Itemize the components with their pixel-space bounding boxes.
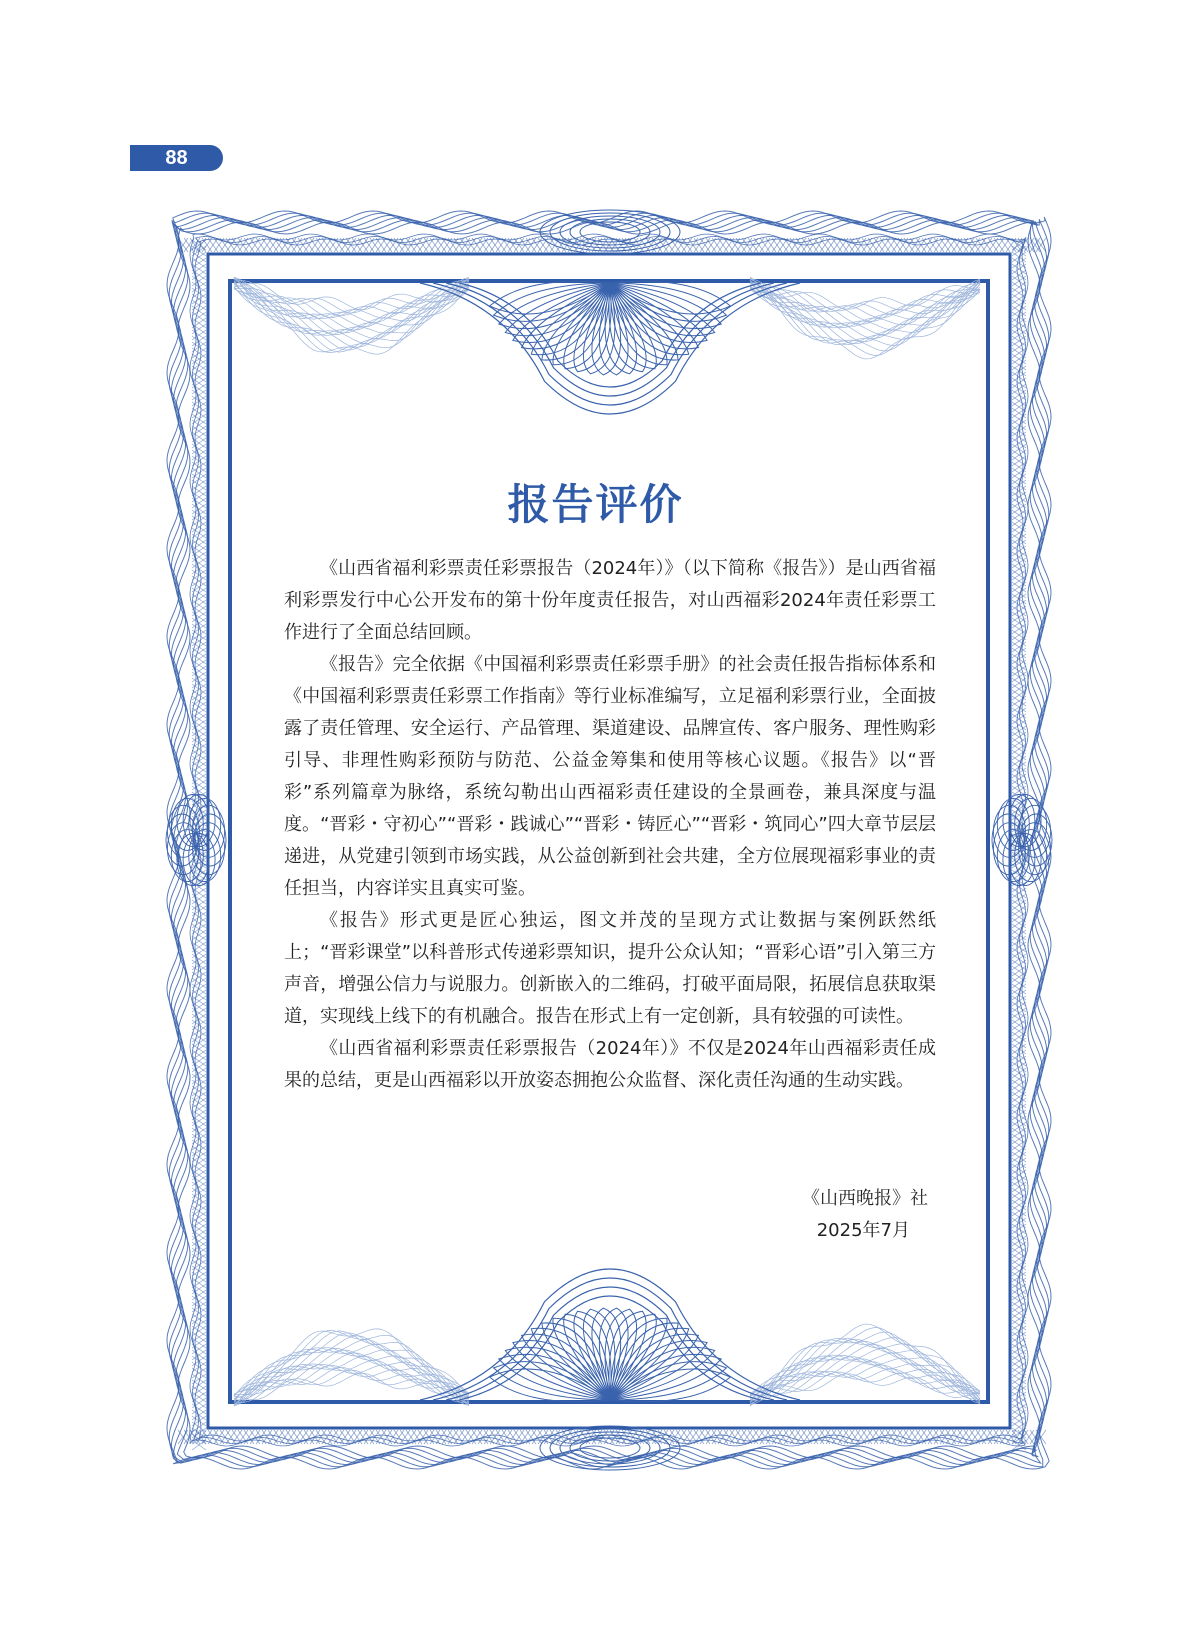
document-title: 报告评价 [507,480,684,529]
page-number: 88 [165,146,188,169]
body-text [284,553,936,1097]
signature-block [700,1183,936,1247]
paragraph-1: 《山西省福利彩票责任彩票报告（2024年）》（以下简称《报告》）是山西省福利彩票发行中心公开发布的第十份年度责任报告，对山西福彩2024年责任彩票工作进行了全面总结回顾。 [284,558,936,643]
paragraph-4: 《山西省福利彩票责任彩票报告（2024年）》不仅是2024年山西福彩责任成果的总结，更是山西福彩以开放姿态拥抱公众监督、深化责任沟通的生动实践。 [284,1038,936,1091]
paragraph-2: 《报告》完全依据《中国福利彩票责任彩票手册》的社会责任报告指标体系和《中国福利彩票责任彩票工作指南》等行业标准编写，立足福利彩票行业，全面披露了责任管理、安全运行、产品管理、渠道建设、品牌宣传、客户服务、理性购彩引导、非理性购彩预防与防范、公益金筹集和使用等核心议题。《报告》以“晋彩”系列篇章为脉络，系统勾勒出山西福彩责任建设的全景画卷，兼具深度与温度。“晋彩・守初心”“晋彩・践诚心”“晋彩・铸匠心”“晋彩・筑同心”四大章节层层递进，从党建引领到市场实践，从公益创新到社会共建，全方位展现福彩事业的责任担当，内容详实且真实可鉴。 [284,654,936,899]
paragraph-3: 《报告》形式更是匠心独运，图文并茂的呈现方式让数据与案例跃然纸上；“晋彩课堂”以科普形式传递彩票知识，提升公众认知；“晋彩心语”引入第三方声音，增强公信力与说服力。创新嵌入的二维码，打破平面局限，拓展信息获取渠道，实现线上线下的有机融合。报告在形式上有一定创新，具有较强的可读性。 [284,910,936,1027]
signature-org: 《山西晚报》社 [802,1188,928,1209]
signature-date: 2025年7月 [816,1220,910,1241]
